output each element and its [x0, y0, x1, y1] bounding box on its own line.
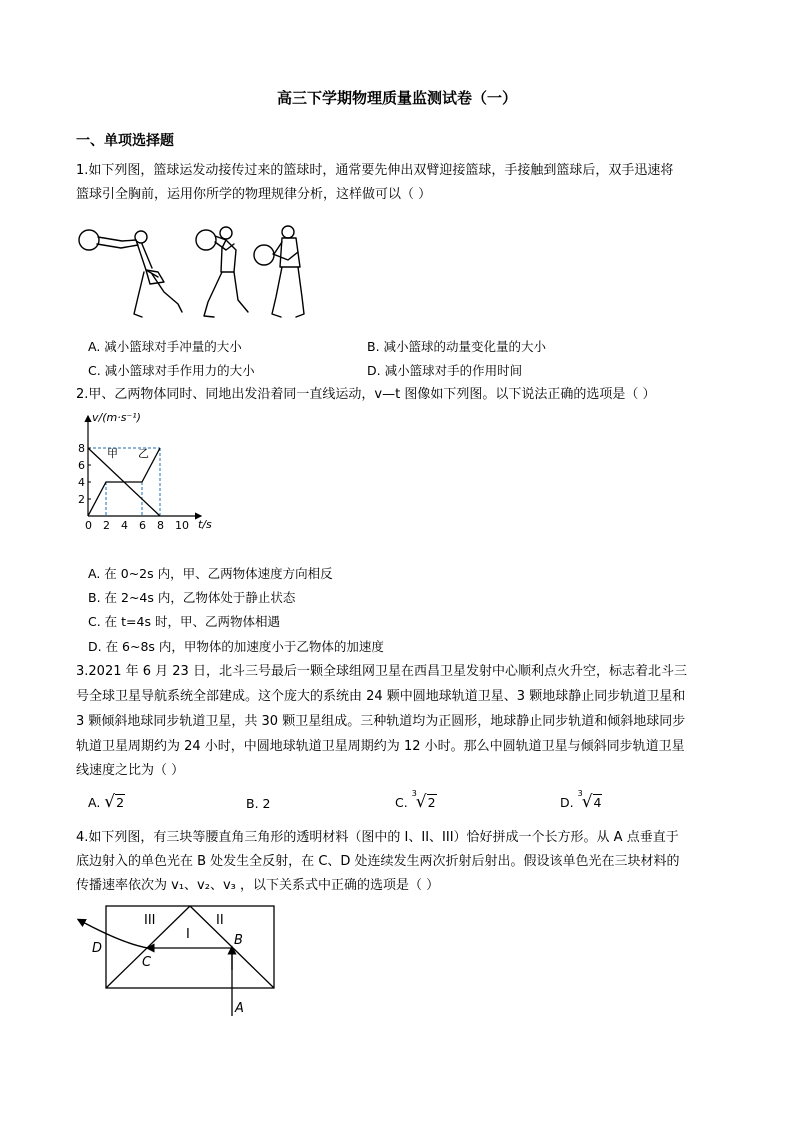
- label-A: A: [235, 1001, 244, 1016]
- q3-option-c-label: C.: [395, 795, 408, 810]
- q3-line-4: 轨道卫星周期约为 24 小时，中圆地球轨道卫星周期约为 12 小时。那么中圆轨道卫星与倾斜同步轨道卫星: [76, 739, 685, 754]
- q3-option-c-cbrt: [411, 789, 437, 812]
- q3-option-b[interactable]: B. 2: [246, 796, 271, 811]
- x-tick-label-6: 6: [139, 519, 146, 532]
- series-label-yi: 乙: [138, 447, 149, 460]
- q2-option-a[interactable]: A. 在 0~2s 内，甲、乙两物体速度方向相反: [88, 566, 333, 581]
- root-index: 3: [577, 789, 583, 798]
- label-II: II: [216, 913, 224, 928]
- ray-c-to-d: [79, 920, 148, 948]
- q1-option-c[interactable]: C. 减小篮球对手作用力的大小: [88, 363, 255, 378]
- radical-sign: √: [415, 792, 427, 812]
- q1-option-b[interactable]: B. 减小篮球的动量变化量的大小: [367, 339, 547, 354]
- page-title: 高三下学期物理质量监测试卷（一）: [276, 89, 517, 107]
- label-B: B: [234, 933, 243, 948]
- q3-option-a[interactable]: [88, 792, 125, 812]
- label-III: III: [144, 913, 156, 928]
- q1-option-a[interactable]: A. 减小篮球对手冲量的大小: [88, 339, 242, 354]
- series-label-jia: 甲: [107, 447, 118, 460]
- q3-line-3: 3 颗倾斜地球同步轨道卫星，共 30 颗卫星组成。三种轨道均为正圆形，地球静止同步轨道和倾斜地球同步: [76, 714, 686, 729]
- q4-line-3: 传播速率依次为 v₁、v₂、v₃ ，以下关系式中正确的选项是（ ）: [76, 878, 440, 893]
- q3-option-d-label: D.: [560, 795, 574, 810]
- q3-option-a-value: 2: [116, 795, 125, 810]
- q3-line-1: 3.2021 年 6 月 23 日，北斗三号最后一颗全球组网卫星在西昌卫星发射中心顺利点火升空，标志着北斗三: [76, 664, 687, 679]
- x-tick-label-0: 0: [85, 519, 92, 532]
- radical-sign: √: [104, 792, 116, 812]
- radical-sign: √: [581, 792, 593, 812]
- chart-x-label: t/s: [198, 518, 212, 531]
- q1-line-1: 1.如下列图，篮球运发动接传过来的篮球时，通常要先伸出双臂迎接篮球，手接触到篮球后，双手迅速将: [76, 163, 674, 178]
- y-tick-label-8: 8: [78, 442, 85, 455]
- velocity-time-chart: [76, 408, 226, 534]
- x-tick-label-4: 4: [121, 519, 128, 532]
- x-tick-label-10: 10: [175, 519, 189, 532]
- y-tick-label-4: 4: [78, 476, 85, 489]
- q1-line-2: 篮球引全胸前，运用你所学的物理规律分析，这样做可以（ ）: [76, 187, 432, 202]
- rectangle-outline: [106, 906, 274, 988]
- q1-option-d[interactable]: D. 减小篮球对手的作用时间: [367, 363, 523, 378]
- root-index: 3: [411, 789, 417, 798]
- q3-option-c[interactable]: [395, 789, 437, 812]
- q2-option-c[interactable]: C. 在 t=4s 时，甲、乙两物体相遇: [88, 614, 280, 629]
- y-tick-label-2: 2: [78, 493, 85, 506]
- q4-line-2: 底边射入的单色光在 B 处发生全反射，在 C、D 处连续发生两次折射后射出。假设该单色光在三块材料的: [76, 854, 680, 869]
- chart-y-label: v/(m·s⁻¹): [92, 411, 141, 424]
- q4-line-1: 4.如下列图，有三块等腰直角三角形的透明材料（图中的 I、II、III）恰好拼成一个长方形。从 A 点垂直于: [76, 830, 679, 845]
- q3-option-d-value: 4: [593, 795, 602, 810]
- basketball-player-figure: [76, 222, 338, 322]
- q2-line-1: 2.甲、乙两物体同时、同地出发沿着同一直线运动，v—t 图像如下列图。以下说法正确的选项是（ ）: [76, 387, 656, 402]
- q3-option-d[interactable]: [560, 789, 602, 812]
- q2-option-d[interactable]: D. 在 6~8s 内，甲物体的加速度小于乙物体的加速度: [88, 639, 384, 654]
- q3-line-2: 号全球卫星导航系统全部建成。这个庞大的系统由 24 颗中圆地球轨道卫星、3 颗地球静止同步轨道卫星和: [76, 689, 686, 704]
- q3-option-a-label: A.: [88, 795, 101, 810]
- label-C: C: [142, 955, 152, 970]
- q3-option-a-sqrt: [104, 792, 125, 812]
- q2-option-b[interactable]: B. 在 2~4s 内，乙物体处于静止状态: [88, 590, 296, 605]
- x-tick-label-8: 8: [157, 519, 164, 532]
- q3-option-d-cbrt: [577, 789, 603, 812]
- label-D: D: [92, 941, 103, 956]
- prism-optics-figure: [76, 900, 281, 1020]
- label-I: I: [186, 927, 190, 942]
- y-tick-label-6: 6: [78, 459, 85, 472]
- section-heading: 一、单项选择题: [76, 133, 174, 149]
- q3-line-5: 线速度之比为（ ）: [76, 763, 185, 778]
- x-tick-label-2: 2: [103, 519, 110, 532]
- q3-option-c-value: 2: [427, 795, 436, 810]
